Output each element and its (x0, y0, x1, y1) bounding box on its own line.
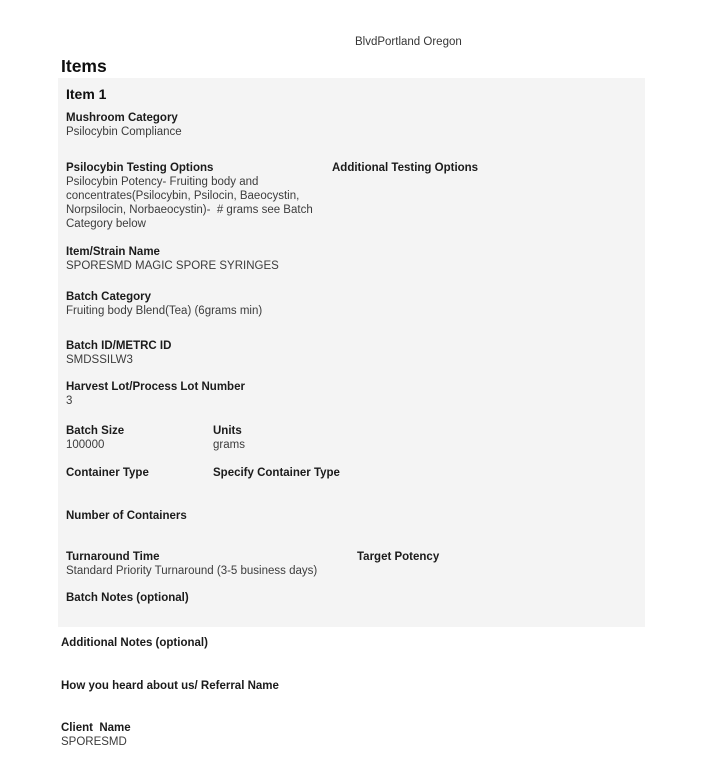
field-value: grams (213, 439, 245, 451)
field-label: Batch Category (66, 291, 151, 303)
field-batch-id-metrc-id (66, 339, 171, 367)
field-label: Number of Containers (66, 510, 187, 522)
field-client-name (61, 721, 131, 749)
field-referral (61, 679, 279, 693)
field-batch-category (66, 290, 262, 318)
field-value: SPORESMD (61, 736, 127, 748)
field-number-of-containers (66, 509, 187, 523)
field-label: Client Name (61, 722, 131, 734)
field-label: Item/Strain Name (66, 246, 160, 258)
field-label: Specify Container Type (213, 467, 340, 479)
section-title: Items (61, 56, 107, 76)
item-title: Item 1 (66, 86, 107, 102)
field-label: Target Potency (357, 551, 440, 563)
field-turnaround-time (66, 550, 317, 578)
field-label: Turnaround Time (66, 551, 160, 563)
field-label: Harvest Lot/Process Lot Number (66, 381, 245, 393)
field-container-type (66, 466, 149, 480)
field-additional-notes (61, 636, 208, 650)
field-target-potency (357, 550, 439, 564)
field-label: Psilocybin Testing Options (66, 162, 214, 174)
item-card (58, 78, 645, 627)
field-batch-size (66, 424, 124, 452)
field-additional-testing-options (332, 161, 478, 175)
field-batch-notes (66, 591, 189, 605)
field-harvest-lot-process-lot-number (66, 380, 245, 408)
field-value: SMDSSILW3 (66, 354, 133, 366)
field-value: Psilocybin Potency- Fruiting body and concentrates(Psilocybin, Psilocin, Baeocystin, Norpsilocin, Norbaeocystin)- # grams see Batch Category below (66, 176, 316, 230)
field-value: SPORESMD MAGIC SPORE SYRINGES (66, 260, 279, 272)
field-units (213, 424, 245, 452)
field-value: 100000 (66, 439, 105, 451)
field-label: Batch Size (66, 425, 125, 437)
field-value: Psilocybin Compliance (66, 126, 182, 138)
field-mushroom-category (66, 111, 182, 139)
field-label: Batch ID/METRC ID (66, 340, 172, 352)
field-value: 3 (66, 395, 73, 407)
header-address-line: BlvdPortland Oregon (355, 36, 462, 48)
field-specify-container-type (213, 466, 340, 480)
field-label: Batch Notes (optional) (66, 592, 189, 604)
field-value: Fruiting body Blend(Tea) (6grams min) (66, 305, 263, 317)
field-psilocybin-testing-options (66, 161, 322, 231)
field-label: Additional Testing Options (332, 162, 479, 174)
field-label: How you heard about us/ Referral Name (61, 680, 279, 692)
field-label: Mushroom Category (66, 112, 178, 124)
field-label: Units (213, 425, 242, 437)
field-label: Additional Notes (optional) (61, 637, 208, 649)
field-label: Container Type (66, 467, 149, 479)
field-item-strain-name (66, 245, 279, 273)
field-value: Standard Priority Turnaround (3-5 business days) (66, 565, 318, 577)
